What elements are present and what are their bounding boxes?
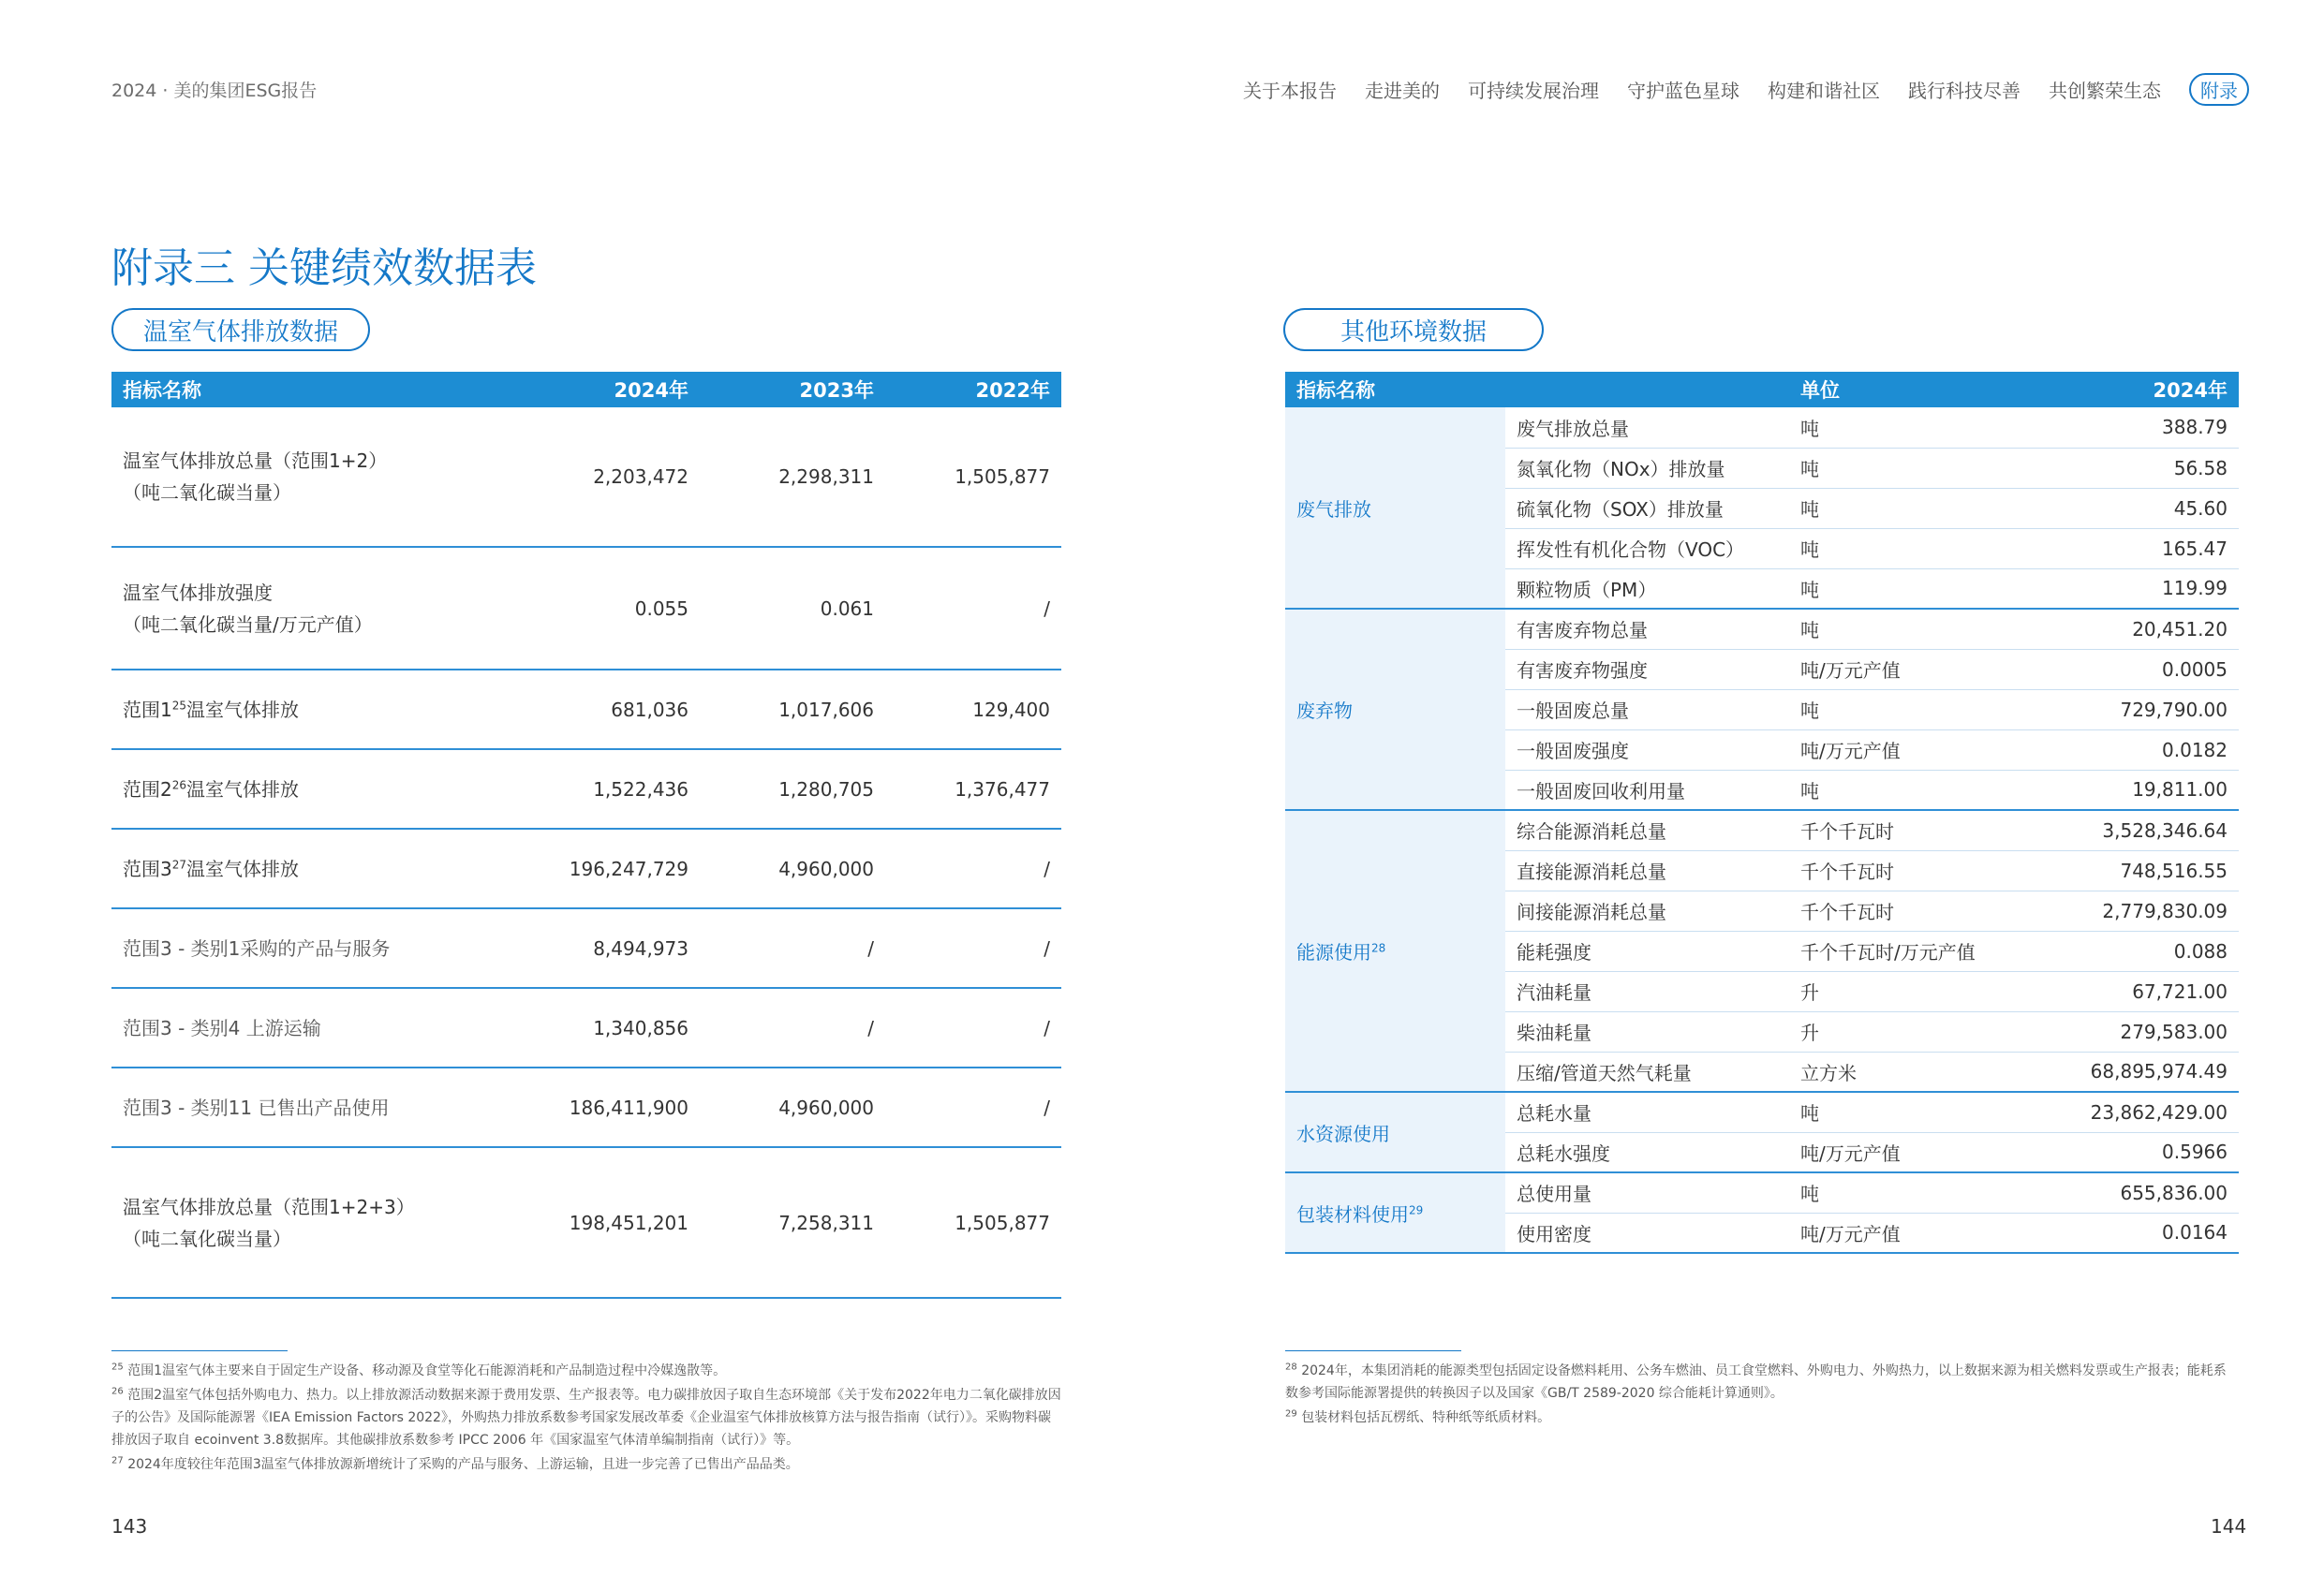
value: 0.0182 xyxy=(2033,729,2239,770)
footnote-divider-right xyxy=(1285,1350,1461,1351)
value-2022: / xyxy=(885,829,1061,908)
unit: 吨/万元产值 xyxy=(1789,649,2033,689)
nav-item-about-midea[interactable]: 走进美的 xyxy=(1365,80,1440,102)
value-2023: 7,258,311 xyxy=(700,1147,885,1298)
value: 729,790.00 xyxy=(2033,689,2239,729)
value-2022: 1,505,877 xyxy=(885,407,1061,547)
value: 20,451.20 xyxy=(2033,609,2239,649)
value: 2,779,830.09 xyxy=(2033,891,2239,931)
table-row xyxy=(111,407,1061,547)
value: 388.79 xyxy=(2033,407,2239,448)
nav-item-community[interactable]: 构建和谐社区 xyxy=(1768,80,1880,102)
value: 655,836.00 xyxy=(2033,1172,2239,1213)
value-2022: / xyxy=(885,1068,1061,1147)
value-2023: 2,298,311 xyxy=(700,407,885,547)
row-label-unit: （吨二氧化碳当量） xyxy=(123,481,291,504)
footnote-divider-left xyxy=(111,1350,288,1351)
table-row xyxy=(111,908,1061,988)
value: 748,516.55 xyxy=(2033,850,2239,891)
item-label: 总使用量 xyxy=(1505,1172,1789,1213)
env-header-unit: 单位 xyxy=(1789,372,2033,407)
unit: 吨 xyxy=(1789,770,2033,810)
row-label-unit: （吨二氧化碳当量） xyxy=(123,1227,291,1250)
table-row xyxy=(111,670,1061,749)
table-row xyxy=(111,1068,1061,1147)
unit: 吨 xyxy=(1789,568,2033,609)
ghg-header-2022: 2022年 xyxy=(885,372,1061,407)
value-2024: 1,522,436 xyxy=(514,749,700,829)
footnote-26: $^{26}$ 范围2温室气体包括外购电力、热力。以上排放源活动数据来源于费用发票、生产报表等。电力碳排放因子取自生态环境部《关于发布2022年电力二氧化碳排放因子的公告》及国际能源署《IEA Emission Factors 2022》，外购热力排放系数参考国家发展改革委《企业温室气体排放核算方法与报告指南（试行）》。采购物料碳排放因子取自 ecoinvent 3.8数据库。其他碳排放系数参考 IPCC 2006 年《国家温室气体清单编制指南（试行）》等。 xyxy=(111,1386,1061,1448)
item-label: 直接能源消耗总量 xyxy=(1505,850,1789,891)
category-energy: 能源使用$^{28}$ xyxy=(1285,810,1505,1092)
row-label: 范围$3^{27}$温室气体排放 xyxy=(111,829,514,908)
item-label: 一般固废回收利用量 xyxy=(1505,770,1789,810)
item-label: 总耗水强度 xyxy=(1505,1132,1789,1172)
env-table xyxy=(1285,372,2239,1254)
value: 3,528,346.64 xyxy=(2033,810,2239,850)
item-label: 能耗强度 xyxy=(1505,931,1789,971)
unit: 千个千瓦时 xyxy=(1789,810,2033,850)
page-number-left: 143 xyxy=(111,1515,148,1538)
value-2024: 186,411,900 xyxy=(514,1068,700,1147)
value: 119.99 xyxy=(2033,568,2239,609)
item-label: 氮氧化物（NOx）排放量 xyxy=(1505,448,1789,488)
table-row xyxy=(111,749,1061,829)
unit: 吨 xyxy=(1789,609,2033,649)
report-title: 2024 · 美的集团ESG报告 xyxy=(111,81,318,101)
value-2023: 4,960,000 xyxy=(700,1068,885,1147)
unit: 吨 xyxy=(1789,1092,2033,1132)
table-row xyxy=(111,547,1061,670)
top-nav xyxy=(1215,73,2249,106)
nav-item-technology[interactable]: 践行科技尽善 xyxy=(1908,80,2021,102)
nav-item-appendix[interactable]: 附录 xyxy=(2189,73,2249,106)
item-label: 有害废弃物总量 xyxy=(1505,609,1789,649)
unit: 千个千瓦时 xyxy=(1789,891,2033,931)
value: 67,721.00 xyxy=(2033,971,2239,1011)
value: 0.0005 xyxy=(2033,649,2239,689)
footnote-29: $^{29}$ 包装材料包括瓦楞纸、特种纸等纸质材料。 xyxy=(1285,1408,1551,1425)
value: 165.47 xyxy=(2033,528,2239,568)
unit: 升 xyxy=(1789,1011,2033,1052)
item-label: 压缩/管道天然气耗量 xyxy=(1505,1052,1789,1092)
unit: 吨/万元产值 xyxy=(1789,1132,2033,1172)
table-row xyxy=(1285,407,2239,448)
table-row xyxy=(111,829,1061,908)
value-2024: 2,203,472 xyxy=(514,407,700,547)
nav-item-ecosystem[interactable]: 共创繁荣生态 xyxy=(2049,80,2161,102)
table-row xyxy=(111,988,1061,1068)
value: 0.088 xyxy=(2033,931,2239,971)
value-2024: 681,036 xyxy=(514,670,700,749)
category-water: 水资源使用 xyxy=(1285,1092,1505,1172)
value-2022: 129,400 xyxy=(885,670,1061,749)
unit: 立方米 xyxy=(1789,1052,2033,1092)
item-label: 间接能源消耗总量 xyxy=(1505,891,1789,931)
env-section-label: 其他环境数据 xyxy=(1283,308,1544,351)
item-label: 综合能源消耗总量 xyxy=(1505,810,1789,850)
footnotes-left xyxy=(111,1360,1061,1478)
table-row xyxy=(111,1147,1061,1298)
value: 0.0164 xyxy=(2033,1213,2239,1253)
item-label: 柴油耗量 xyxy=(1505,1011,1789,1052)
value: 0.5966 xyxy=(2033,1132,2239,1172)
env-header-2024: 2024年 xyxy=(2033,372,2239,407)
category-waste: 废弃物 xyxy=(1285,609,1505,810)
value: 68,895,974.49 xyxy=(2033,1052,2239,1092)
footnote-27: $^{27}$ 2024年度较往年范围3温室气体排放源新增统计了采购的产品与服务、上游运输，且进一步完善了已售出产品品类。 xyxy=(111,1455,799,1472)
unit: 吨 xyxy=(1789,407,2033,448)
value-2023: 1,017,606 xyxy=(700,670,885,749)
ghg-table xyxy=(111,372,1061,1299)
item-label: 有害废弃物强度 xyxy=(1505,649,1789,689)
unit: 千个千瓦时/万元产值 xyxy=(1789,931,2033,971)
item-label: 汽油耗量 xyxy=(1505,971,1789,1011)
row-label: 温室气体排放强度 xyxy=(123,581,273,604)
item-label: 挥发性有机化合物（VOC） xyxy=(1505,528,1789,568)
unit: 吨 xyxy=(1789,448,2033,488)
unit: 吨 xyxy=(1789,488,2033,528)
item-label: 硫氧化物（SOX）排放量 xyxy=(1505,488,1789,528)
item-label: 总耗水量 xyxy=(1505,1092,1789,1132)
row-label: 温室气体排放总量（范围1+2+3） xyxy=(123,1195,415,1218)
unit: 升 xyxy=(1789,971,2033,1011)
value-2023: 1,280,705 xyxy=(700,749,885,829)
value: 19,811.00 xyxy=(2033,770,2239,810)
category-packaging: 包装材料使用$^{29}$ xyxy=(1285,1172,1505,1253)
row-label: 范围$1^{25}$温室气体排放 xyxy=(111,670,514,749)
nav-item-about-report[interactable]: 关于本报告 xyxy=(1243,80,1337,102)
page-number-right: 144 xyxy=(2211,1515,2247,1538)
value-2022: / xyxy=(885,547,1061,670)
unit: 吨 xyxy=(1789,528,2033,568)
value-2024: 196,247,729 xyxy=(514,829,700,908)
env-header-name: 指标名称 xyxy=(1285,372,1789,407)
ghg-header-2024: 2024年 xyxy=(514,372,700,407)
value-2022: 1,376,477 xyxy=(885,749,1061,829)
page-title: 附录三 关键绩效数据表 xyxy=(111,244,537,292)
row-label: 范围$2^{26}$温室气体排放 xyxy=(111,749,514,829)
item-label: 一般固废总量 xyxy=(1505,689,1789,729)
value-2022: / xyxy=(885,988,1061,1068)
value: 279,583.00 xyxy=(2033,1011,2239,1052)
row-label-unit: （吨二氧化碳当量/万元产值） xyxy=(123,612,373,636)
unit: 千个千瓦时 xyxy=(1789,850,2033,891)
value: 45.60 xyxy=(2033,488,2239,528)
value-2023: / xyxy=(700,988,885,1068)
item-label: 废气排放总量 xyxy=(1505,407,1789,448)
value-2023: 4,960,000 xyxy=(700,829,885,908)
row-label: 范围3 - 类别4 上游运输 xyxy=(111,988,514,1068)
item-label: 一般固废强度 xyxy=(1505,729,1789,770)
row-label: 范围3 - 类别11 已售出产品使用 xyxy=(111,1068,514,1147)
ghg-header-name: 指标名称 xyxy=(111,372,514,407)
table-row xyxy=(1285,1092,2239,1132)
category-exhaust: 废气排放 xyxy=(1285,407,1505,609)
unit: 吨 xyxy=(1789,1172,2033,1213)
nav-item-governance[interactable]: 可持续发展治理 xyxy=(1468,80,1599,102)
value-2023: / xyxy=(700,908,885,988)
ghg-section-label: 温室气体排放数据 xyxy=(111,308,370,351)
ghg-header-2023: 2023年 xyxy=(700,372,885,407)
value-2024: 1,340,856 xyxy=(514,988,700,1068)
value-2023: 0.061 xyxy=(700,547,885,670)
unit: 吨 xyxy=(1789,689,2033,729)
value-2022: / xyxy=(885,908,1061,988)
value-2024: 198,451,201 xyxy=(514,1147,700,1298)
unit: 吨/万元产值 xyxy=(1789,729,2033,770)
value: 56.58 xyxy=(2033,448,2239,488)
value-2024: 0.055 xyxy=(514,547,700,670)
value: 23,862,429.00 xyxy=(2033,1092,2239,1132)
unit: 吨/万元产值 xyxy=(1789,1213,2033,1253)
item-label: 颗粒物质（PM） xyxy=(1505,568,1789,609)
item-label: 使用密度 xyxy=(1505,1213,1789,1253)
table-row xyxy=(1285,1172,2239,1213)
table-row xyxy=(1285,609,2239,649)
footnote-25: $^{25}$ 范围1温室气体主要来自于固定生产设备、移动源及食堂等化石能源消耗和产品制造过程中冷媒逸散等。 xyxy=(111,1362,727,1378)
row-label: 范围3 - 类别1采购的产品与服务 xyxy=(111,908,514,988)
value-2022: 1,505,877 xyxy=(885,1147,1061,1298)
footnote-28: $^{28}$ 2024年，本集团消耗的能源类型包括固定设备燃料耗用、公务车燃油、员工食堂燃料、外购电力、外购热力，以上数据来源为相关燃料发票或生产报表；能耗系数参考国际能源署提供的转换因子以及国家《GB/T 2589-2020 综合能耗计算通则》。 xyxy=(1285,1362,2227,1401)
value-2024: 8,494,973 xyxy=(514,908,700,988)
footnotes-right xyxy=(1285,1360,2239,1431)
row-label: 温室气体排放总量（范围1+2） xyxy=(123,449,388,472)
table-row xyxy=(1285,810,2239,850)
nav-item-planet[interactable]: 守护蓝色星球 xyxy=(1627,80,1739,102)
